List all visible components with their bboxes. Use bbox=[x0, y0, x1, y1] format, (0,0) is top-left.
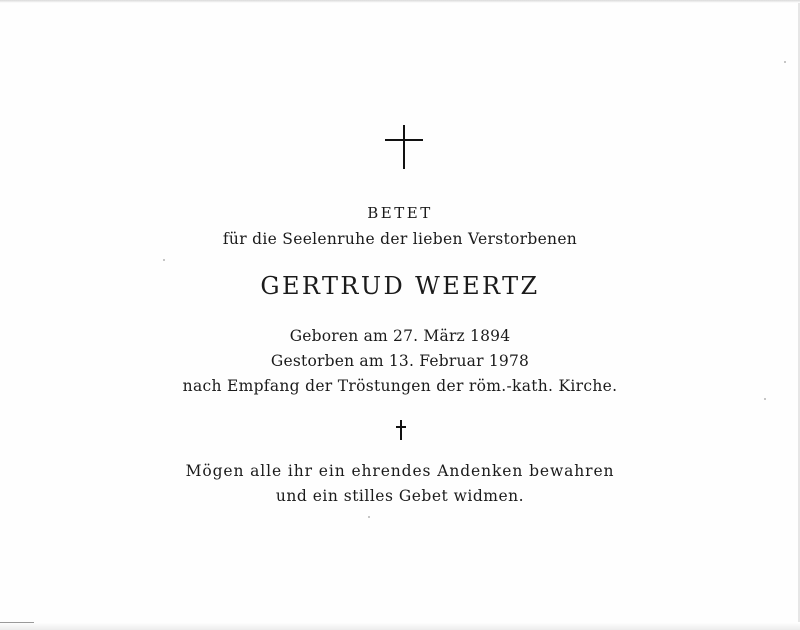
closing-line-2: und ein stilles Gebet widmen. bbox=[275, 487, 525, 505]
paper-speck bbox=[784, 61, 786, 63]
closing-line-1: Mögen alle ihr ein ehrendes Andenken bewahren bbox=[185, 462, 615, 480]
paper-speck bbox=[163, 259, 165, 261]
intro-line: für die Seelenruhe der lieben Verstorbenen bbox=[222, 230, 578, 248]
card-top-edge bbox=[0, 0, 800, 3]
paper-speck bbox=[764, 398, 766, 400]
prayer-header: BETET bbox=[367, 204, 433, 222]
card-bottom-edge bbox=[0, 622, 800, 630]
paper-speck bbox=[368, 516, 370, 518]
latin-cross-icon bbox=[385, 125, 423, 169]
deceased-name: GERTRUD WEERTZ bbox=[260, 272, 540, 300]
dagger-cross-icon bbox=[395, 420, 407, 440]
death-date-line: Gestorben am 13. Februar 1978 bbox=[270, 352, 530, 370]
birth-date-line: Geboren am 27. März 1894 bbox=[289, 327, 511, 345]
sacraments-line: nach Empfang der Tröstungen der röm.-kath. Kirche. bbox=[182, 377, 618, 395]
corner-mark bbox=[0, 622, 34, 623]
